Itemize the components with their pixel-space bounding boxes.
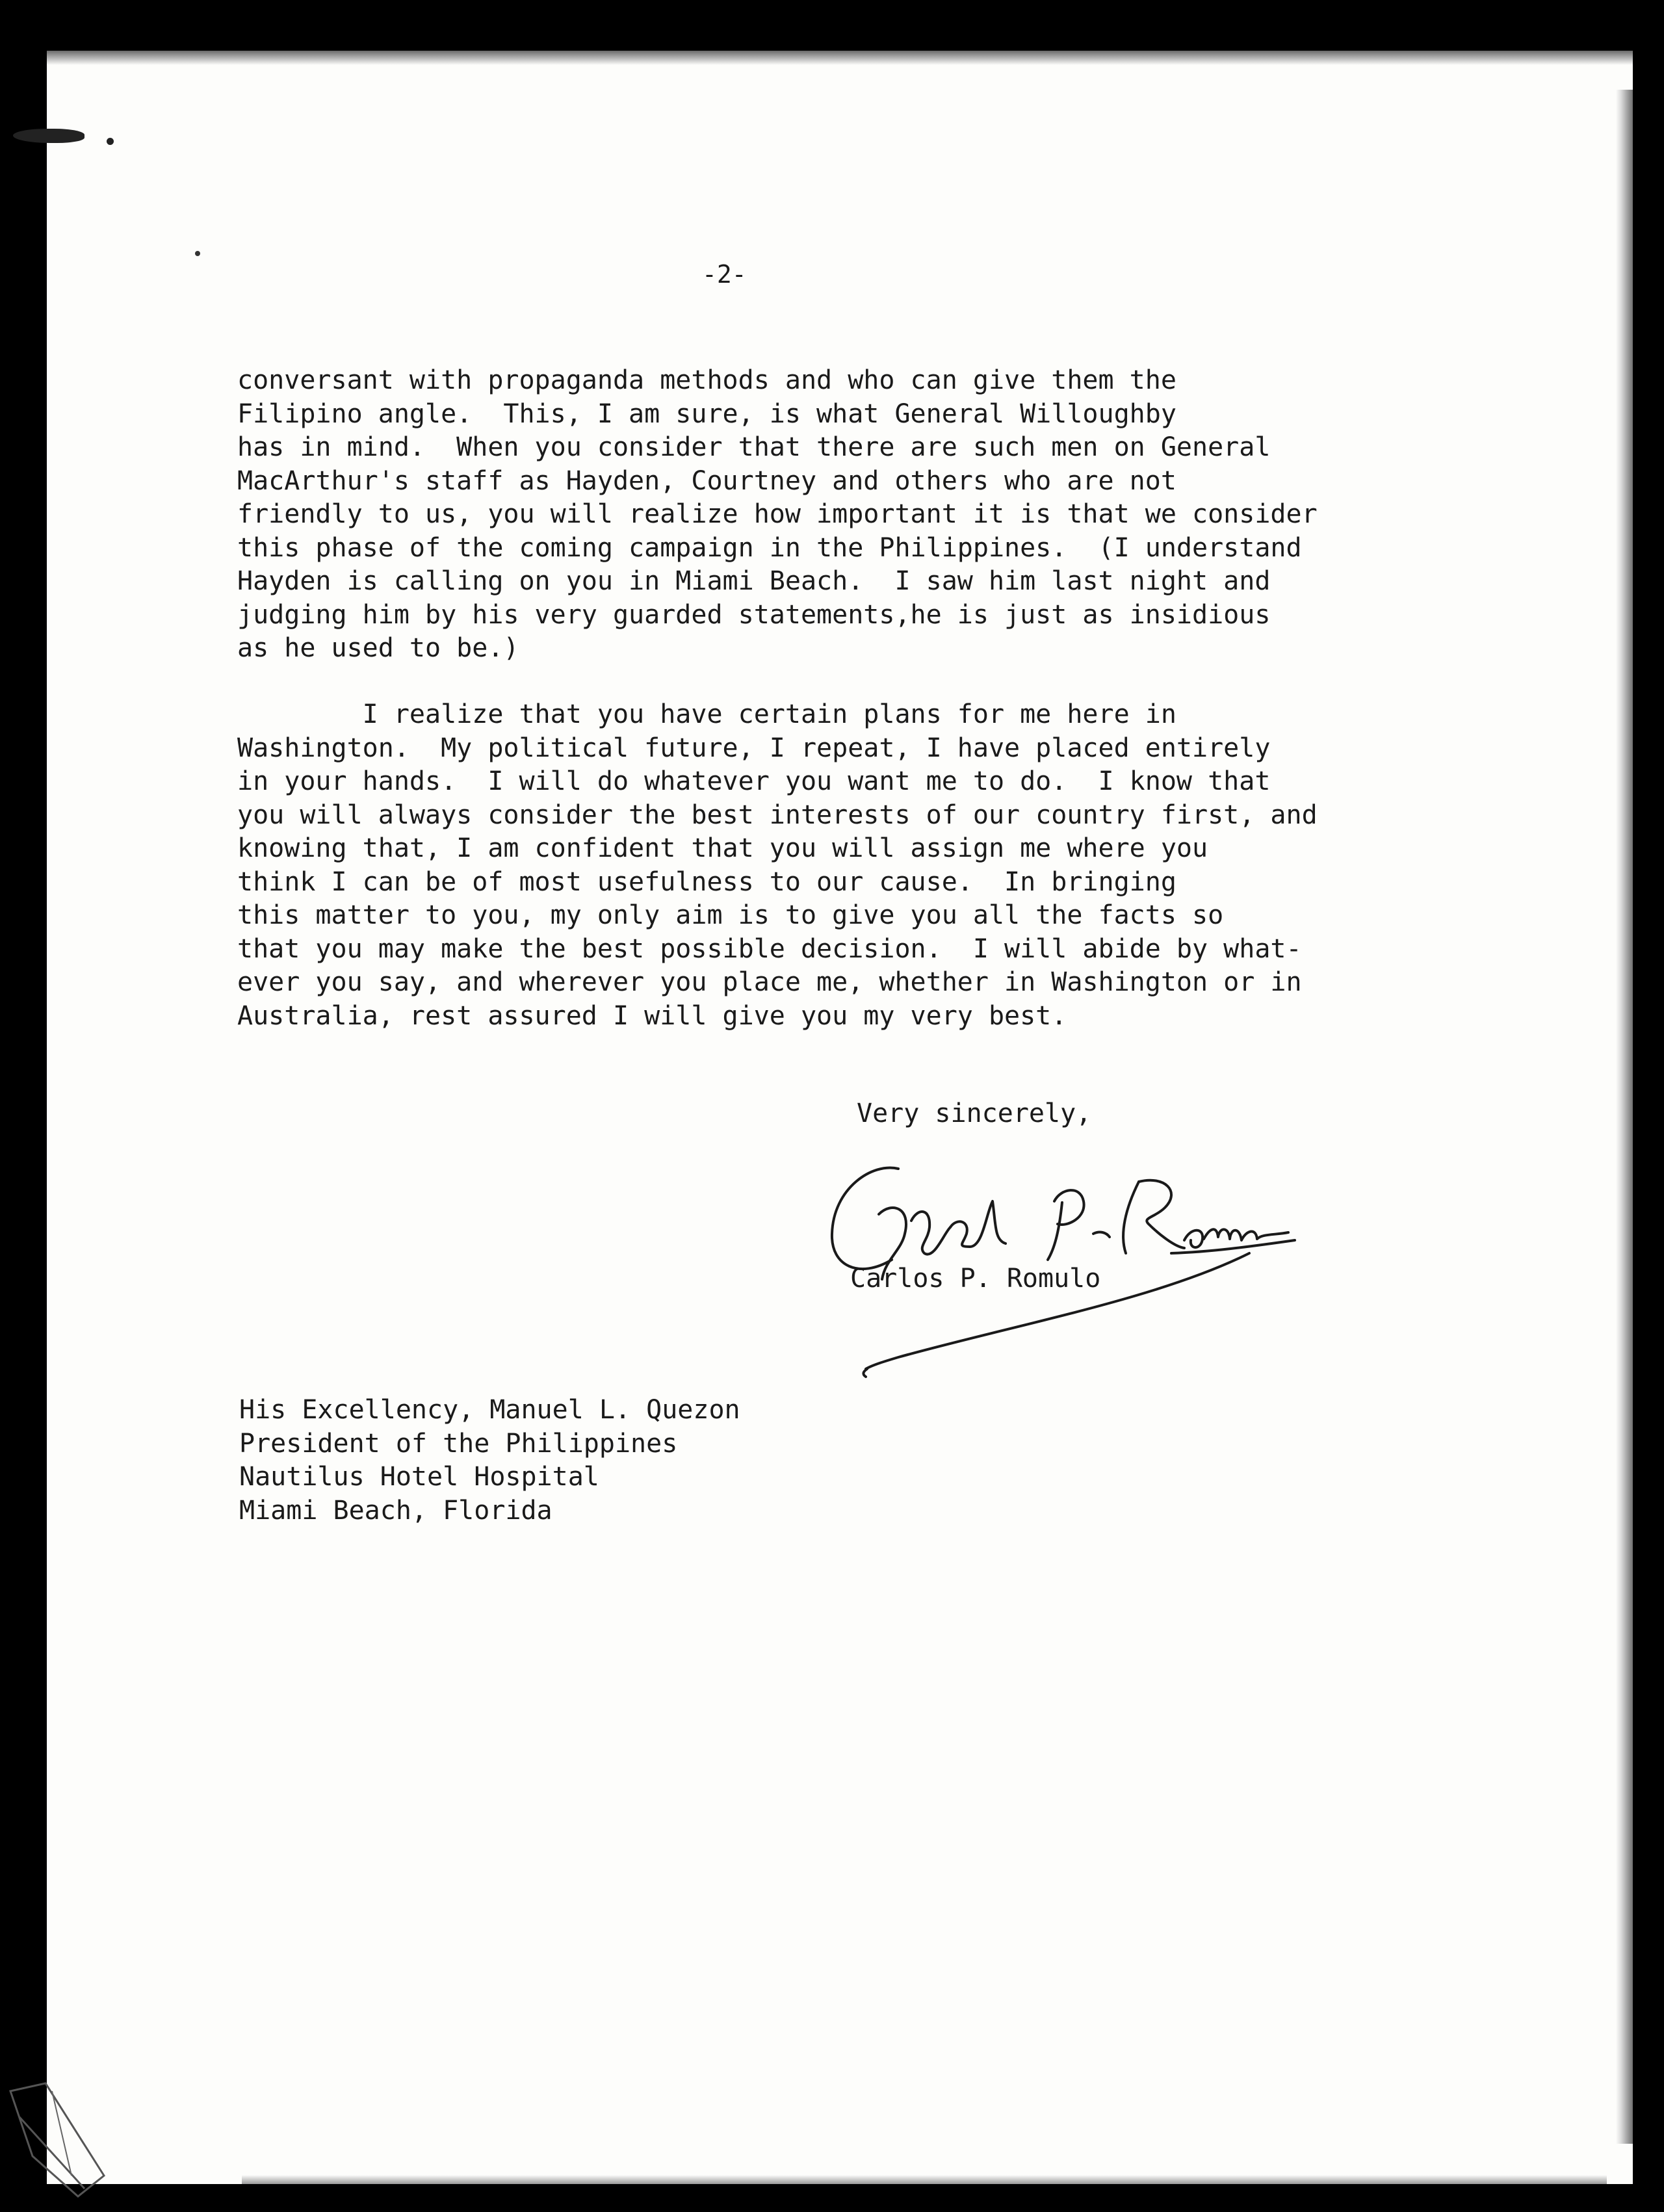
paragraph-line: MacArthur's staff as Hayden, Courtney and others who are not [237, 465, 1176, 496]
recipient-address-block [239, 1394, 740, 1528]
closing-salutation: Very sincerely, [857, 1099, 1092, 1128]
paragraph-line: judging him by his very guarded statements,he is just as insidious [237, 599, 1271, 630]
page-right-edge-shadow [1616, 90, 1633, 2144]
paragraph-line: Australia, rest assured I will give you my very best. [237, 1000, 1067, 1031]
page-number: -2- [702, 260, 747, 289]
address-line: His Excellency, Manuel L. Quezon [239, 1395, 740, 1425]
paragraph-line: has in mind. When you consider that there are such men on General [237, 432, 1271, 462]
paragraph-line: this matter to you, my only aim is to give you all the facts so [237, 900, 1224, 930]
page-bottom-edge-shadow [242, 2175, 1607, 2184]
address-line: Nautilus Hotel Hospital [239, 1462, 599, 1492]
address-line: President of the Philippines [239, 1428, 678, 1459]
paragraph-line: I realize that you have certain plans for me here in [237, 699, 1176, 729]
paragraph-line: think I can be of most usefulness to our cause. In bringing [237, 866, 1176, 897]
paragraph-line: Washington. My political future, I repeat, I have placed entirely [237, 733, 1271, 763]
signer-name: Carlos P. Romulo [850, 1264, 1101, 1294]
torn-corner-mark [6, 2078, 136, 2202]
paragraph-line: friendly to us, you will realize how important it is that we consider [237, 499, 1318, 529]
address-line: Miami Beach, Florida [239, 1495, 552, 1526]
paragraph-line: ever you say, and wherever you place me, whether in Washington or in [237, 967, 1302, 997]
paragraph-line: Filipino angle. This, I am sure, is what General Willoughby [237, 398, 1176, 429]
paragraph-line: you will always consider the best interests of our country first, and [237, 800, 1318, 830]
ink-smudge [13, 129, 84, 143]
body-paragraph-2 [237, 698, 1318, 1033]
page-top-edge-shadow [47, 51, 1633, 65]
paragraph-line: that you may make the best possible decision. I will abide by what- [237, 933, 1302, 964]
paragraph-line: as he used to be.) [237, 633, 519, 663]
paragraph-line: in your hands. I will do whatever you want me to do. I know that [237, 766, 1271, 796]
body-paragraph-1 [237, 364, 1318, 666]
ink-speck [195, 251, 200, 256]
paragraph-line: conversant with propaganda methods and who can give them the [237, 365, 1176, 395]
paragraph-line: knowing that, I am confident that you will assign me where you [237, 833, 1208, 863]
paragraph-line: this phase of the coming campaign in the Philippines. (I understand [237, 532, 1302, 563]
ink-speck [107, 138, 114, 145]
paragraph-line: Hayden is calling on you in Miami Beach. I saw him last night and [237, 566, 1271, 596]
